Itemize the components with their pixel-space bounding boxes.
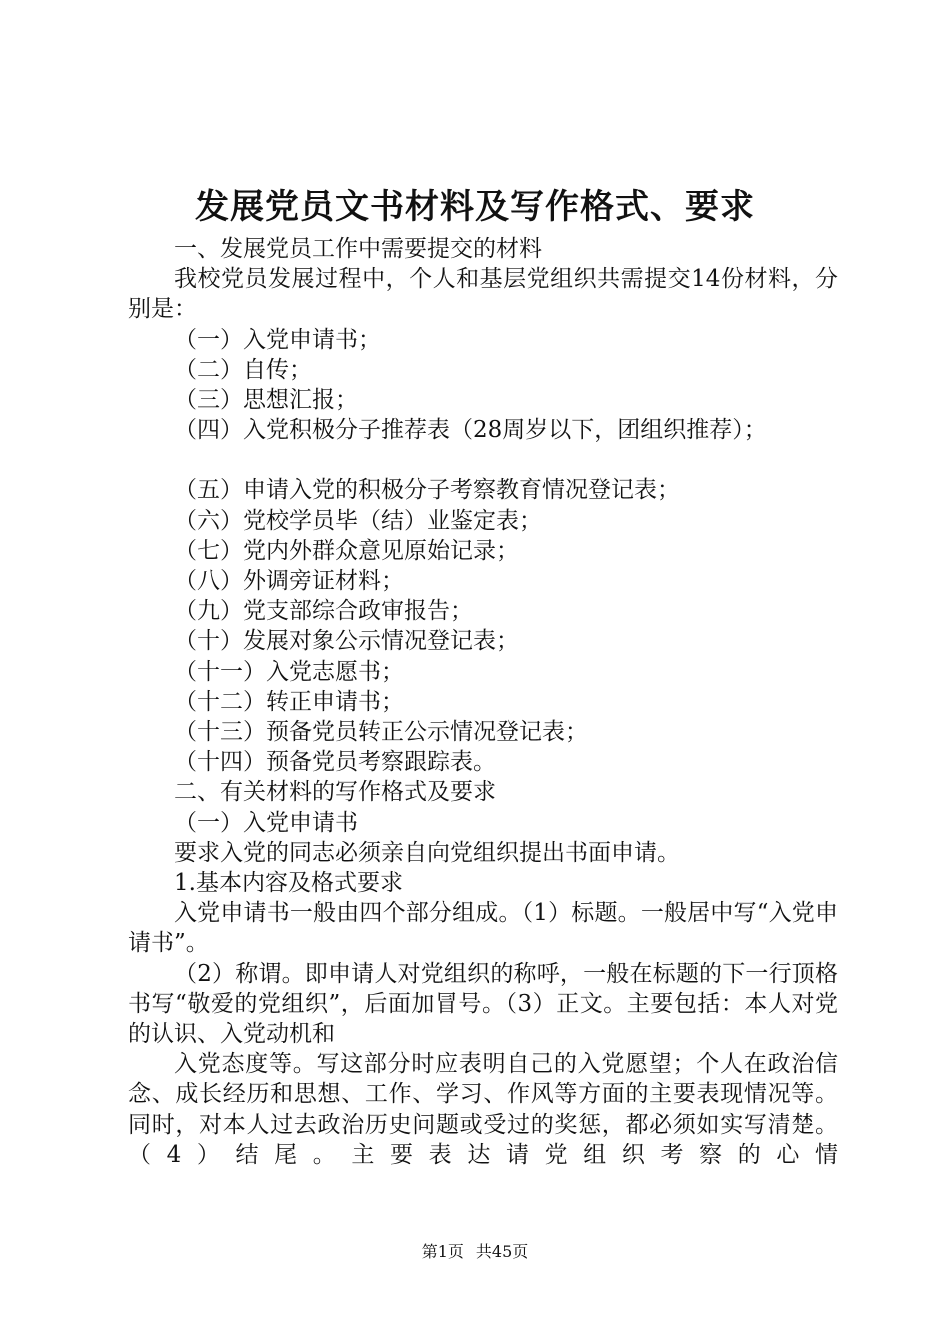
- list-item: （一）入党申请书；: [174, 326, 381, 353]
- list-item: （四）入党积极分子推荐表（28周岁以下，团组织推荐）；: [174, 417, 767, 444]
- paragraph: 入党态度等。写这部分时应表明自己的入党愿望；个人在政治信念、成长经历和思想、工作、学习、作风等方面的主要表现情况等。同时，对本人过去政治历史问题或受过的奖惩，都必须如实写清楚。（4）结尾。主要表达请党组织考察的心情: [128, 1051, 838, 1168]
- list-item: （十三）预备党员转正公示情况登记表；: [174, 719, 588, 746]
- subsection-heading: 1.基本内容及格式要求: [174, 870, 403, 897]
- section-heading: 二、有关材料的写作格式及要求: [174, 779, 496, 806]
- page-footer: [0, 1241, 950, 1263]
- subsection-heading: （一）入党申请书: [174, 809, 358, 836]
- list-item: （十）发展对象公示情况登记表；: [174, 628, 519, 655]
- list-item: （十四）预备党员考察跟踪表。: [174, 749, 496, 776]
- document-body: [128, 234, 838, 1170]
- list-item: （五）申请入党的积极分子考察教育情况登记表；: [174, 477, 680, 504]
- list-item: （十一）入党志愿书；: [174, 658, 404, 685]
- page-number: 第1页: [421, 1242, 464, 1261]
- paragraph: 要求入党的同志必须亲自向党组织提出书面申请。: [174, 839, 680, 866]
- paragraph: 入党申请书一般由四个部分组成。（1）标题。一般居中写“入党申请书”。: [128, 900, 838, 957]
- list-item: （七）党内外群众意见原始记录；: [174, 537, 519, 564]
- document-title: 发展党员文书材料及写作格式、要求: [195, 187, 755, 227]
- paragraph: 我校党员发展过程中，个人和基层党组织共需提交14份材料，分别是：: [128, 266, 838, 323]
- list-item: （六）党校学员毕（结）业鉴定表；: [174, 507, 542, 534]
- list-item: （十二）转正申请书；: [174, 688, 404, 715]
- paragraph: （2）称谓。即申请人对党组织的称呼，一般在标题的下一行顶格书写“敬爱的党组织”，后面加冒号。（3）正文。主要包括：本人对党的认识、入党动机和: [128, 960, 838, 1048]
- list-item: （三）思想汇报；: [174, 387, 358, 414]
- list-item: （八）外调旁证材料；: [174, 568, 404, 595]
- list-item: （九）党支部综合政审报告；: [174, 598, 473, 625]
- list-item: （二）自传；: [174, 356, 312, 383]
- page-total: 共45页: [475, 1242, 529, 1261]
- section-heading: 一、发展党员工作中需要提交的材料: [174, 236, 542, 262]
- blank-line: [128, 445, 838, 475]
